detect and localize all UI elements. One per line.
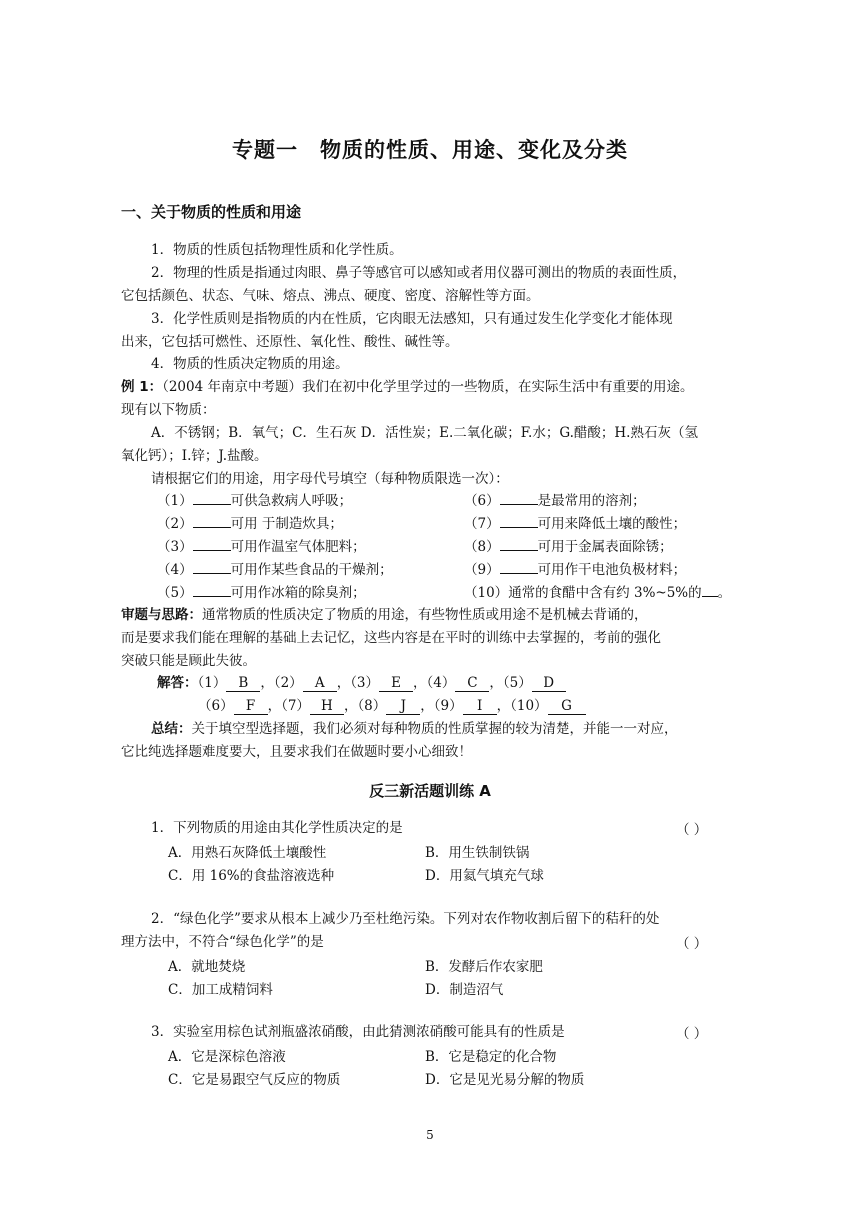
use-item-9 xyxy=(464,559,686,580)
use-number: （6） xyxy=(464,493,500,509)
paragraph-4: 4．物质的性质决定物质的用途。 xyxy=(151,356,349,372)
answer-value: G xyxy=(548,698,586,715)
answer-value: H xyxy=(310,698,344,715)
analysis-line-a xyxy=(121,605,648,625)
question-1-option-c: C．用 16%的食盐溶液选种 xyxy=(168,868,335,884)
fill-blank xyxy=(193,513,231,528)
use-item-6 xyxy=(464,490,646,511)
fill-blank xyxy=(193,536,231,551)
use-item-1 xyxy=(157,490,352,511)
page-title xyxy=(0,134,860,164)
use-text: 可用作温室气体肥料； xyxy=(230,539,366,555)
question-3-option-b: B．它是稳定的化合物 xyxy=(425,1049,557,1065)
fill-blank xyxy=(702,582,718,597)
use-text: 可用来降低土壤的酸性； xyxy=(537,516,687,532)
answer-number: （8） xyxy=(357,698,387,714)
answer-bracket: （ ） xyxy=(676,822,708,838)
answer-value: E xyxy=(379,675,413,692)
instruction: 请根据它们的用途，用字母代号填空（每种物质限选一次）： xyxy=(151,471,509,487)
paragraph-2b: 它包括颜色、状态、气味、熔点、沸点、硬度、密度、溶解性等方面。 xyxy=(121,288,540,304)
analysis-text-a: 通常物质的性质决定了物质的用途，有些物性质或用途不是机械去背诵的， xyxy=(202,607,648,623)
question-2-option-b: B．发酵后作农家肥 xyxy=(425,959,543,975)
use-item-7 xyxy=(464,513,686,534)
answer-number: （1） xyxy=(197,675,227,691)
title-topic-name: 物质的性质、用途、变化及分类 xyxy=(320,138,628,162)
summary-text-a: 关于填空型选择题，我们必须对每种物质的性质掌握的较为清楚，并能一一对应， xyxy=(191,721,678,737)
use-text: 可用作干电池负极材料； xyxy=(537,562,687,578)
question-2-stem-a: 2．“绿色化学”要求从根本上减少乃至杜绝污染。下列对农作物收割后留下的秸秆的处 xyxy=(151,911,660,927)
answer-value: C xyxy=(455,675,489,692)
section-heading-2: 反三新活题训练 A xyxy=(369,782,491,800)
use-item-10 xyxy=(464,582,731,603)
answer-value: I xyxy=(463,698,497,715)
use-item-8 xyxy=(464,536,673,557)
answer-value: A xyxy=(303,675,337,692)
answer-value: D xyxy=(532,675,566,692)
question-2-option-d: D．制造沼气 xyxy=(425,982,504,998)
answer-value: F xyxy=(234,698,268,715)
example-1-line-a xyxy=(121,377,694,397)
question-1-stem: 1．下列物质的用途由其化学性质决定的是 xyxy=(151,820,403,836)
answer-number: （9） xyxy=(433,698,463,714)
fill-blank xyxy=(500,490,538,505)
question-3-stem: 3．实验室用棕色试剂瓶盛浓硝酸，由此猜测浓硝酸可能具有的性质是 xyxy=(151,1024,565,1040)
substances-line-a: A．不锈钢；B．氧气；C．生石灰 D．活性炭；E.二氧化碳；F.水；G.醋酸；H.熟石灰（氢 xyxy=(151,425,698,441)
example-text-a: （2004 年南京中考题）我们在初中化学里学过的一些物质，在实际生活中有重要的用途。 xyxy=(162,379,694,395)
answer-number: （4） xyxy=(426,675,456,691)
answer-number: （7） xyxy=(281,698,310,714)
fill-blank xyxy=(500,559,538,574)
question-3-option-c: C．它是易跟空气反应的物质 xyxy=(168,1072,341,1088)
use-item-4 xyxy=(157,559,393,580)
use-number: （7） xyxy=(464,516,500,532)
question-2-option-c: C．加工成精饲料 xyxy=(168,982,273,998)
paragraph-3a: 3．化学性质则是指物质的内在性质，它肉眼无法感知，只有通过发生化学变化才能体现 xyxy=(151,311,673,327)
use-text: 可用于金属表面除锈； xyxy=(537,539,673,555)
use-text: 是最常用的溶剂； xyxy=(537,493,646,509)
answer-value: B xyxy=(226,675,260,692)
question-3-option-d: D．它是见光易分解的物质 xyxy=(425,1072,585,1088)
answer-line-1: 解答：（1） B ，（2） A ，（3） E ，（4） C ，（5） D xyxy=(157,673,566,693)
answer-label: 解答： xyxy=(157,675,198,691)
fill-blank xyxy=(500,536,538,551)
summary-label: 总结： xyxy=(151,721,192,737)
fill-blank xyxy=(500,513,538,528)
use-number: （5） xyxy=(157,585,193,601)
use-text: 可用 于制造炊具； xyxy=(230,516,343,532)
use-item-3 xyxy=(157,536,366,557)
question-1-option-b: B．用生铁制铁锅 xyxy=(425,845,530,861)
question-2-stem-b: 理方法中，不符合“绿色化学”的是 xyxy=(121,934,324,950)
answer-number: （2） xyxy=(273,675,303,691)
paragraph-3b: 出来，它包括可燃性、还原性、氧化性、酸性、碱性等。 xyxy=(121,334,459,350)
use-number: （3） xyxy=(157,539,193,555)
answer-bracket: （ ） xyxy=(676,936,708,952)
answer-line-2: （6） F ，（7） H ，（8） J ，（9） I ，（10） G xyxy=(198,696,586,716)
analysis-line-c: 突破只能是顾此失彼。 xyxy=(121,653,256,669)
question-1-option-a: A．用熟石灰降低土壤酸性 xyxy=(168,845,327,861)
use-number: （2） xyxy=(157,516,193,532)
use-number: （1） xyxy=(157,493,193,509)
use-number: （10） xyxy=(464,585,509,601)
answer-bracket: （ ） xyxy=(676,1026,708,1042)
substances-line-b: 氧化钙）；I.锌；J.盐酸。 xyxy=(121,448,268,464)
section-heading-1: 一、关于物质的性质和用途 xyxy=(121,203,302,221)
example-label: 例 1： xyxy=(121,379,163,395)
example-1-line-b: 现有以下物质： xyxy=(121,402,216,418)
use-item-5 xyxy=(157,582,366,603)
summary-line-b: 它比纯选择题难度要大，且要求我们在做题时要小心细致！ xyxy=(121,744,472,760)
use-number: （8） xyxy=(464,539,500,555)
fill-blank xyxy=(193,582,231,597)
answer-number: （6） xyxy=(198,698,234,714)
use-text: 可用作某些食品的干燥剂； xyxy=(230,562,393,578)
page-number: 5 xyxy=(426,1128,434,1142)
question-2-option-a: A．就地焚烧 xyxy=(168,959,246,975)
question-3-option-a: A．它是深棕色溶液 xyxy=(168,1049,286,1065)
answer-number: （3） xyxy=(350,675,380,691)
fill-blank xyxy=(193,490,231,505)
answer-number: （10） xyxy=(510,698,548,714)
use-text: 通常的食醋中含有约 3%~5%的 xyxy=(508,585,702,601)
summary-line-a xyxy=(151,719,678,739)
analysis-line-b: 而是要求我们能在理解的基础上去记忆，这些内容是在平时的训练中去掌握的，考前的强化 xyxy=(121,630,661,646)
fill-blank xyxy=(193,559,231,574)
paragraph-2a: 2．物理的性质是指通过肉眼、鼻子等感官可以感知或者用仪器可测出的物质的表面性质， xyxy=(151,265,687,281)
use-text: 可供急救病人呼吸； xyxy=(230,493,353,509)
use-text: 可用作冰箱的除臭剂； xyxy=(230,585,366,601)
answer-value: J xyxy=(386,698,420,715)
use-item-2 xyxy=(157,513,343,534)
title-topic-number: 专题一 xyxy=(232,138,298,162)
answer-number: （5） xyxy=(502,675,532,691)
question-1-option-d: D．用氦气填充气球 xyxy=(425,868,544,884)
use-number: （9） xyxy=(464,562,500,578)
analysis-label: 审题与思路： xyxy=(121,607,202,623)
use-end: 。 xyxy=(717,585,732,601)
use-number: （4） xyxy=(157,562,193,578)
paragraph-1: 1．物质的性质包括物理性质和化学性质。 xyxy=(151,242,403,258)
